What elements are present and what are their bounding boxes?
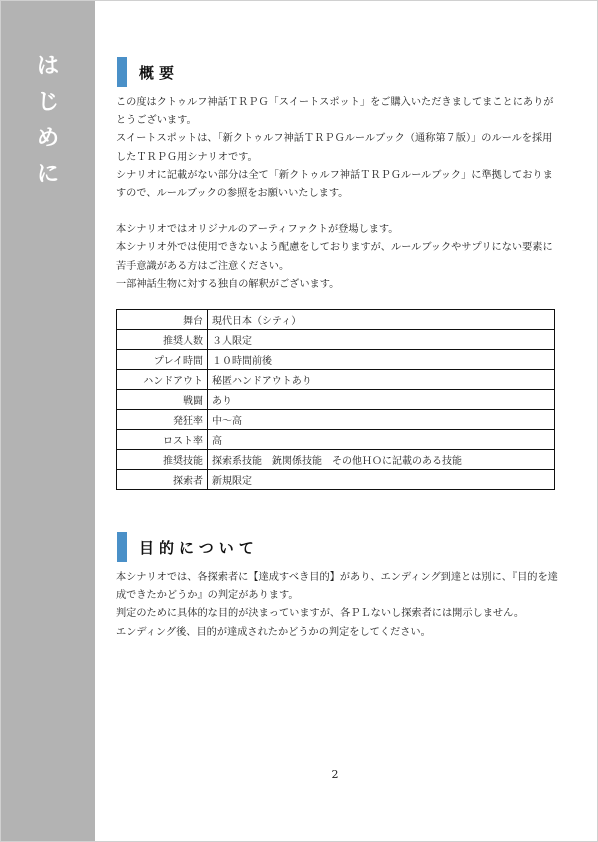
purpose-body — [116, 569, 561, 642]
row-value: 中〜高 — [208, 410, 555, 430]
row-label: 推奨技能 — [117, 450, 208, 470]
scenario-info-table — [116, 309, 555, 490]
row-label: 戦闘 — [117, 390, 208, 410]
row-value: 秘匿ハンドアウトあり — [208, 370, 555, 390]
paragraph: 一部神話生物に対する独自の解釈がございます。 — [116, 278, 340, 290]
paragraph: スイートスポットは、「新クトゥルフ神話ＴＲＰＧルールブック（通称第７版）」のルールを採用したＴＲＰＧ用シナリオです。 — [116, 133, 553, 163]
paragraph: シナリオに記載がない部分は全て「新クトゥルフ神話ＴＲＰＧルールブック」に準拠しておりますので、ルールブックの参照をお願いいたします。 — [116, 169, 553, 200]
row-label: 探索者 — [117, 470, 208, 490]
table-row — [117, 330, 555, 350]
row-value: 現代日本（シティ） — [208, 310, 555, 330]
row-label: 発狂率 — [117, 410, 208, 430]
section-heading-purpose — [117, 532, 259, 562]
overview-body — [116, 94, 561, 294]
paragraph: 本シナリオではオリジナルのアーティファクトが登場します。 — [116, 224, 399, 236]
chapter-title-char: じ — [36, 90, 59, 115]
row-value: １０時間前後 — [208, 350, 555, 370]
row-value: 探索系技能 銃関係技能 その他ＨＯに記載のある技能 — [208, 450, 555, 470]
table-row — [117, 350, 555, 370]
paragraph: 本シナリオでは、各探索者に【達成すべき目的】があり、エンディング到達とは別に、『目的を達成できたかどうか』の判定があります。 — [116, 572, 558, 602]
row-label: 舞台 — [117, 310, 208, 330]
table-row — [117, 370, 555, 390]
row-value: あり — [208, 390, 555, 410]
paragraph: 判定のために具体的な目的が決まっていますが、各ＰＬないし探索者には開示しません。 — [116, 608, 525, 620]
paragraph: 本シナリオ外では使用できないよう配慮をしておりますが、ルールブックやサプリにない要素に苦手意識がある方はご注意ください。 — [116, 242, 553, 272]
row-label: 推奨人数 — [117, 330, 208, 350]
sidebar — [1, 1, 95, 841]
chapter-title — [1, 49, 95, 193]
section-heading-text: 目的について — [139, 538, 259, 557]
page-number: 2 — [331, 768, 339, 781]
row-value: 新規限定 — [208, 470, 555, 490]
paragraph: この度はクトゥルフ神話ＴＲＰＧ「スイートスポット」をご購入いただきましてまことにありがとうございます。 — [116, 97, 554, 127]
heading-accent-bar — [117, 57, 127, 87]
table-row — [117, 470, 555, 490]
chapter-title-char: に — [36, 162, 59, 187]
heading-accent-bar — [117, 532, 127, 562]
table-row — [117, 410, 555, 430]
section-heading-overview — [117, 57, 179, 87]
paragraph: エンディング後、目的が達成されたかどうかの判定をしてください。 — [116, 626, 431, 638]
row-value: 高 — [208, 430, 555, 450]
row-value: ３人限定 — [208, 330, 555, 350]
row-label: ロスト率 — [117, 430, 208, 450]
chapter-title-char: め — [36, 126, 59, 151]
section-heading-text: 概要 — [139, 63, 180, 82]
row-label: プレイ時間 — [117, 350, 208, 370]
table-row — [117, 310, 555, 330]
chapter-title-char: は — [36, 54, 59, 79]
table-row — [117, 430, 555, 450]
table-row — [117, 390, 555, 410]
row-label: ハンドアウト — [117, 370, 208, 390]
table-row — [117, 450, 555, 470]
